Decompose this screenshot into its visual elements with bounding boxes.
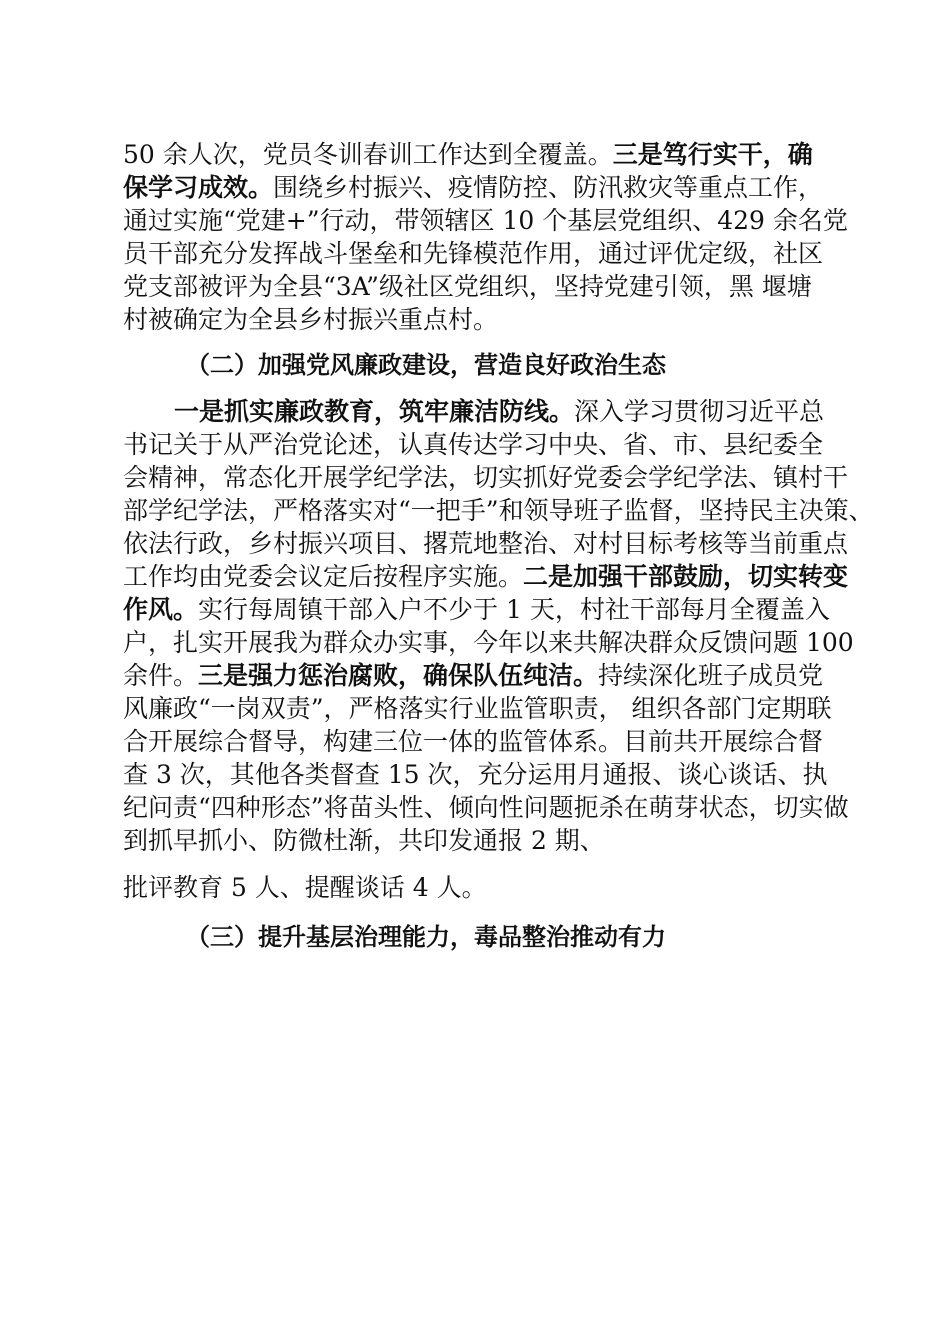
paragraph-line: 会精神，常态化开展学纪学法，切实抓好党委会学纪学法、镇村干 (123, 463, 849, 492)
paragraph-line: 依法行政，乡村振兴项目、撂荒地整治、对村目标考核等当前重点 (123, 529, 849, 558)
paragraph-line: 批评教育 5 人、提醒谈话 4 人。 (123, 873, 487, 902)
section-heading: （三）提升基层治理能力，毒品整治推动有力 (186, 923, 666, 951)
paragraph-line: 部学纪学法，严格落实对“一把手”和领导班子监督，坚持民主决策、 (123, 496, 874, 525)
paragraph-line: 合开展综合督导，构建三位一体的监管体系。目前共开展综合督 (123, 727, 824, 756)
bold-lead-text: 二是加强干部鼓励，切实转变 (523, 562, 849, 591)
body-text: 围绕乡村振兴、疫情防控、防汛救灾等重点工作， (273, 173, 824, 202)
body-text: 深入学习贯彻习近平总 (574, 397, 825, 426)
paragraph-line: 村被确定为全县乡村振兴重点村。 (123, 305, 499, 334)
bold-lead-text: 保学习成效。 (123, 173, 274, 202)
paragraph-line (174, 395, 824, 429)
body-text: 工作均由党委会议定后按程序实施。 (123, 562, 524, 591)
body-text: 余件。 (123, 661, 199, 690)
section-heading: （二）加强党风廉政建设，营造良好政治生态 (186, 351, 666, 379)
body-text: 持续深化班子成员党 (598, 661, 824, 690)
bold-lead-text: 三是笃行实干，确 (612, 140, 813, 169)
body-text: 50 余人次，党员冬训春训工作达到全覆盖。 (123, 140, 613, 169)
paragraph-line (123, 659, 823, 693)
bold-lead-text: 一是抓实廉政教育，筑牢廉洁防线。 (174, 397, 575, 426)
paragraph-line: 通过实施“党建+”行动，带领辖区 10 个基层党组织、429 余名党 (123, 206, 848, 235)
paragraph-line: 党支部被评为全县“3A”级社区党组织，坚持党建引领，黑 堰塘 (123, 272, 812, 301)
paragraph-line: 查 3 次，其他各类督查 15 次，充分运用月通报、谈心谈话、执 (123, 760, 828, 789)
paragraph-line: 户，扎实开展我为群众办实事，今年以来共解决群众反馈问题 100 (123, 628, 854, 657)
paragraph-line (123, 593, 830, 627)
bold-lead-text: 三是强力惩治腐败，确保队伍纯洁。 (198, 661, 599, 690)
paragraph-line: 到抓早抓小、防微杜渐，共印发通报 2 期、 (123, 826, 605, 855)
paragraph-line: 员干部充分发挥战斗堡垒和先锋模范作用，通过评优定级，社区 (123, 239, 824, 268)
paragraph-line: 风廉政“一岗双责”，严格落实行业监管职责， 组织各部门定期联 (123, 694, 832, 723)
paragraph-line: 书记关于从严治党论述，认真传达学习中央、省、市、县纪委全 (123, 430, 824, 459)
paragraph-line (123, 138, 813, 172)
paragraph-line (123, 560, 848, 594)
body-text: 实行每周镇干部入户不少于 1 天，村社干部每月全覆盖入 (198, 595, 830, 624)
bold-lead-text: 作风。 (123, 595, 199, 624)
paragraph-line: 纪问责“四种形态”将苗头性、倾向性问题扼杀在萌芽状态，切实做 (123, 793, 849, 822)
paragraph-line (123, 171, 823, 205)
